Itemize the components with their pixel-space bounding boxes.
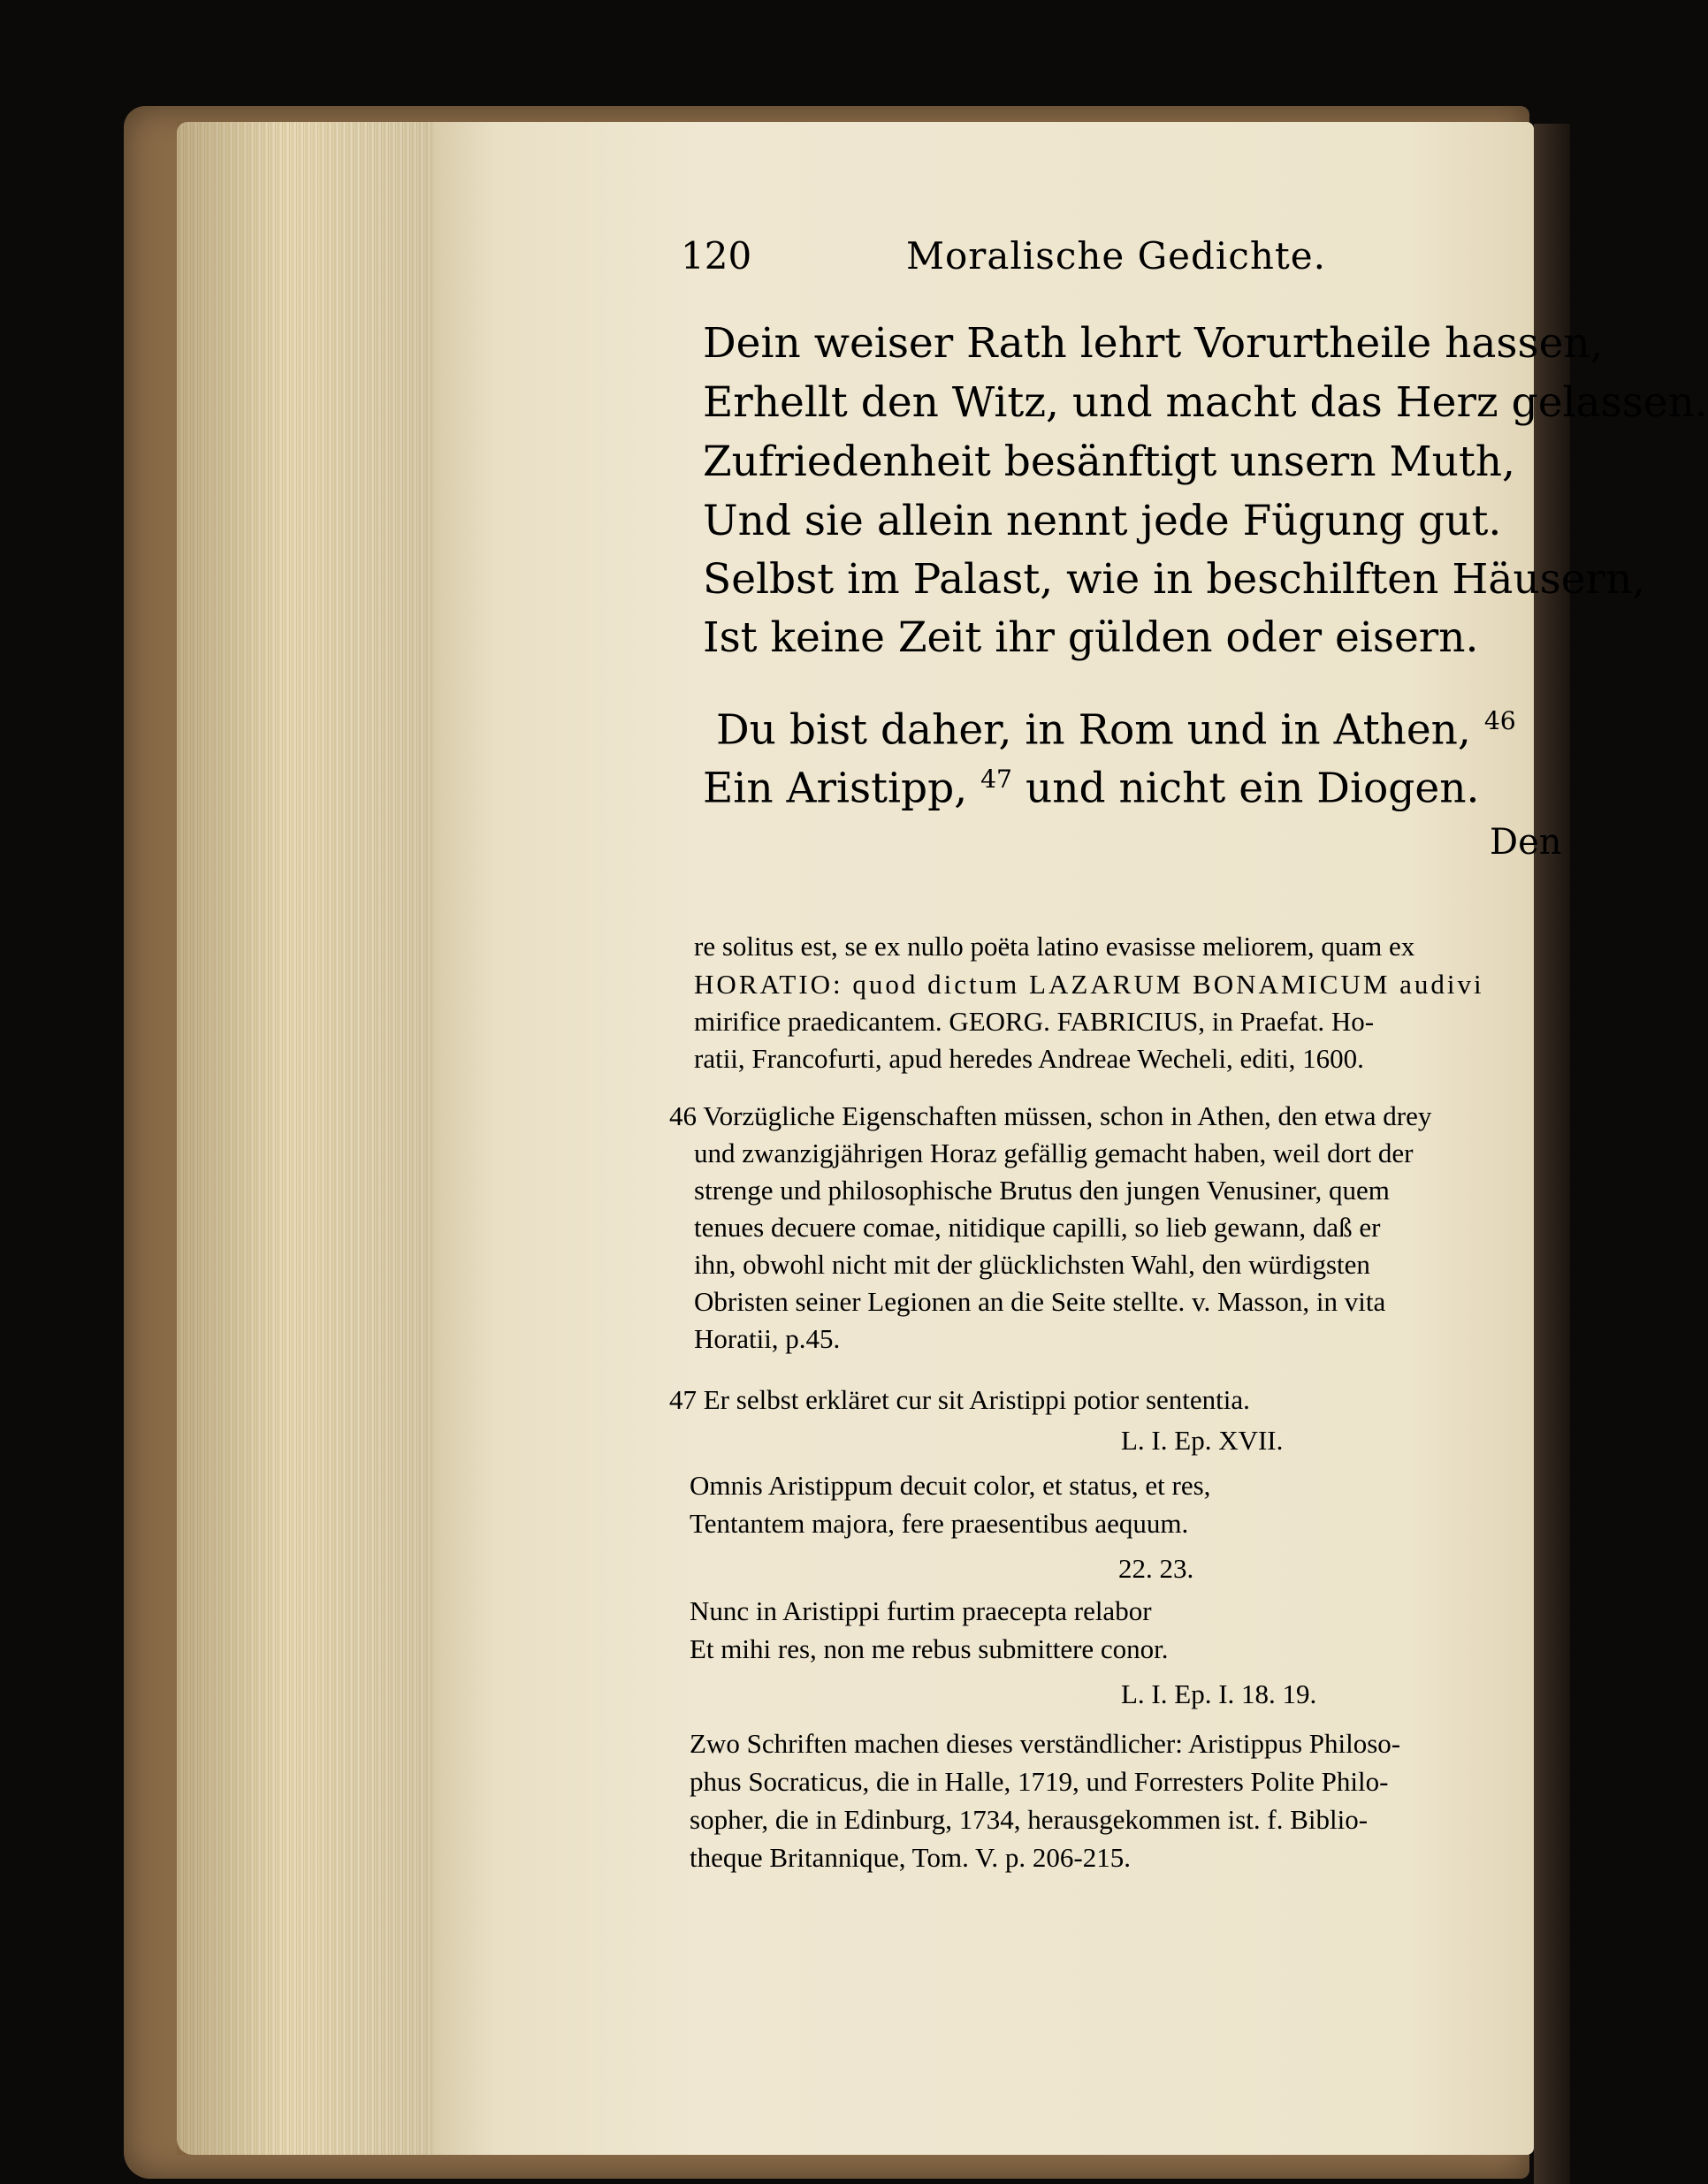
footnote-line: HORATIO: quod dictum LAZARUM BONAMICUM audivi bbox=[694, 969, 1484, 1000]
running-title: Moralische Gedichte. bbox=[906, 234, 1326, 278]
footnote-line: und zwanzigjährigen Horaz gefällig gemacht haben, weil dort der bbox=[694, 1138, 1414, 1168]
page-edges bbox=[177, 122, 451, 2155]
footnote-text: Er selbst erkläret cur sit Aristippi potior sententia. bbox=[703, 1384, 1250, 1415]
footnote-line: strenge und philosophische Brutus den jungen Venusiner, quem bbox=[694, 1175, 1390, 1206]
verse-line: Selbst im Palast, wie in beschilften Häusern, bbox=[703, 555, 1646, 604]
verse-line: Zufriedenheit besänftigt unsern Muth, bbox=[703, 438, 1515, 486]
footnote-line: ratii, Francofurti, apud heredes Andreae Wecheli, editi, 1600. bbox=[694, 1043, 1364, 1074]
footnote-line bbox=[669, 1386, 1250, 1413]
latin-quote-line: Et mihi res, non me rebus submittere conor. bbox=[690, 1633, 1169, 1664]
footnote-ref-47: 47 bbox=[980, 765, 1012, 794]
verse-text: Ein Aristipp, bbox=[703, 764, 968, 813]
latin-quote-line: Tentantem majora, fere praesentibus aequum. bbox=[690, 1508, 1189, 1539]
citation-reference: 22. 23. bbox=[1118, 1553, 1194, 1584]
footnote-line: mirifice praedicantem. GEORG. FABRICIUS, in Praefat. Ho- bbox=[694, 1006, 1375, 1037]
catchword: Den bbox=[1490, 822, 1562, 863]
verse-line bbox=[703, 764, 1480, 813]
verse-text: und nicht ein Diogen. bbox=[1025, 764, 1480, 813]
facing-page-shadow bbox=[1534, 124, 1570, 2184]
footnote-line: sopher, die in Edinburg, 1734, herausgekommen ist. f. Biblio- bbox=[690, 1804, 1369, 1835]
footnote-line: tenues decuere comae, nitidique capilli, so lieb gewann, daß er bbox=[694, 1212, 1381, 1243]
footnote-ref-46: 46 bbox=[1483, 706, 1516, 735]
latin-quote-line: Nunc in Aristippi furtim praecepta relabor bbox=[690, 1595, 1152, 1626]
verse-line: Ist keine Zeit ihr gülden oder eisern. bbox=[703, 613, 1479, 662]
verse-line bbox=[716, 705, 1516, 755]
footnote-line: theque Britannique, Tom. V. p. 206-215. bbox=[690, 1842, 1131, 1873]
verse-line: Und sie allein nennt jede Fügung gut. bbox=[703, 497, 1502, 545]
footnote-line bbox=[669, 1102, 1431, 1130]
footnote-line: re solitus est, se ex nullo poëta latino evasisse meliorem, quam ex bbox=[694, 931, 1415, 962]
footnote-line: Zwo Schriften machen dieses verständlicher: Aristippus Philoso- bbox=[690, 1728, 1401, 1759]
citation-reference: L. I. Ep. I. 18. 19. bbox=[1121, 1678, 1317, 1709]
latin-quote-line: Omnis Aristippum decuit color, et status, et res, bbox=[690, 1470, 1211, 1501]
footnote-line: Horatii, p.45. bbox=[694, 1323, 841, 1354]
footnote-line: phus Socraticus, die in Halle, 1719, und Forresters Polite Philo- bbox=[690, 1766, 1389, 1797]
citation-reference: L. I. Ep. XVII. bbox=[1121, 1425, 1284, 1456]
footnote-line: ihn, obwohl nicht mit der glücklichsten Wahl, den würdigsten bbox=[694, 1249, 1370, 1280]
footnote-text: Vorzügliche Eigenschaften müssen, schon in Athen, den etwa drey bbox=[703, 1100, 1432, 1131]
verse-text: Du bist daher, in Rom und in Athen, bbox=[716, 705, 1471, 755]
page-number: 120 bbox=[681, 234, 752, 278]
verse-line: Erhellt den Witz, und macht das Herz gelassen. bbox=[703, 378, 1708, 427]
verse-line: Dein weiser Rath lehrt Vorurtheile hassen, bbox=[703, 319, 1604, 368]
footnote-marker-47: 47 bbox=[669, 1384, 697, 1415]
footnote-line: Obristen seiner Legionen an die Seite stellte. v. Masson, in vita bbox=[694, 1286, 1386, 1317]
footnote-marker-46: 46 bbox=[669, 1100, 697, 1131]
